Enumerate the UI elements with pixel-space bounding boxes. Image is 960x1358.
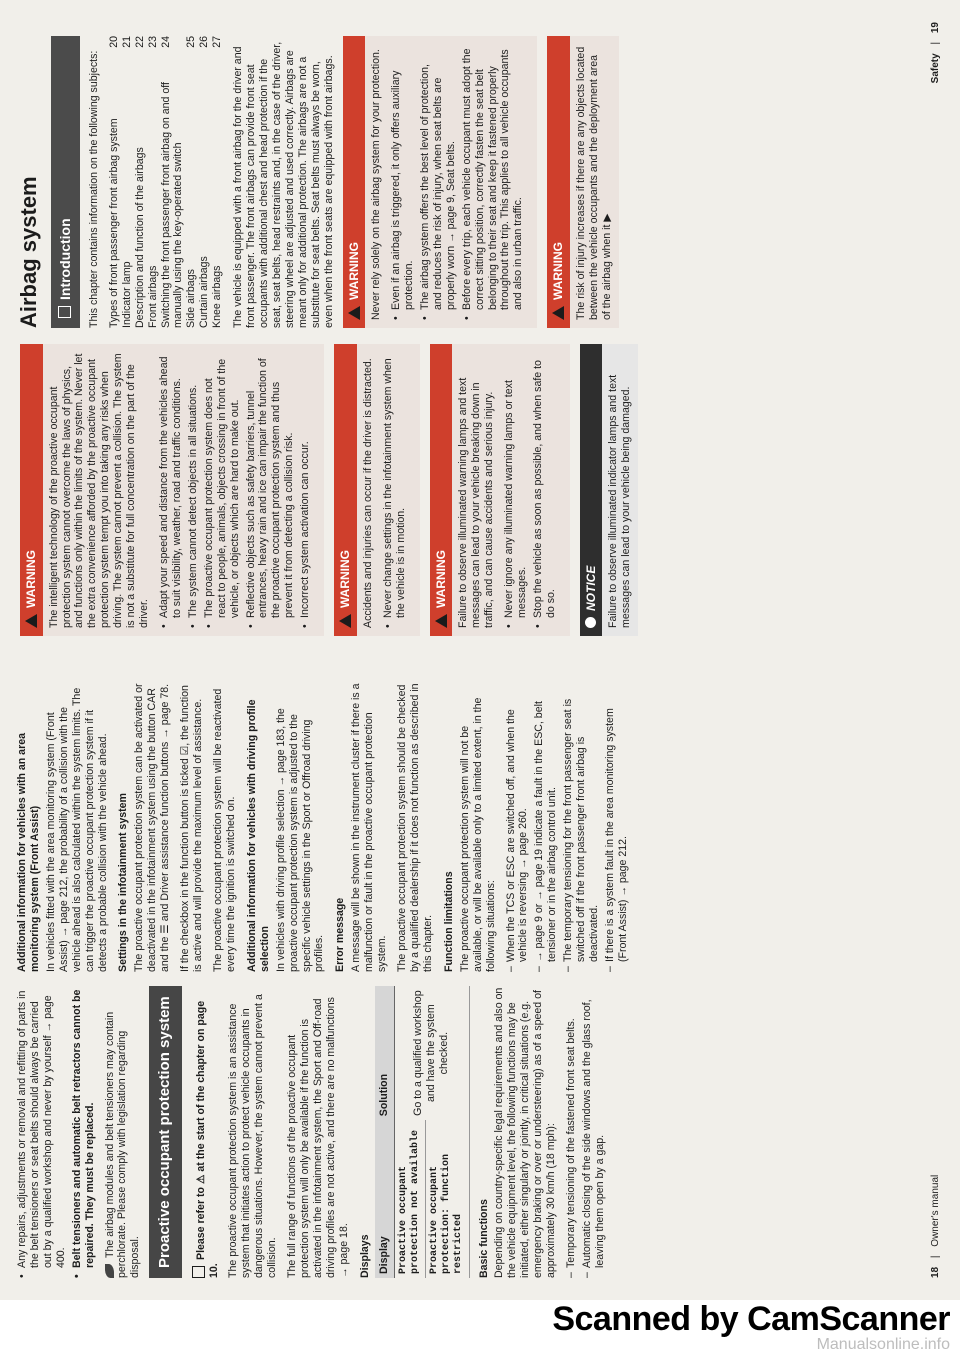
column-4 [16, 36, 629, 328]
body-paragraph: The proactive occupant protection system should be checked by a qualified dealership if it does not function as described in this chapter. [396, 683, 434, 972]
body-paragraph: Depending on country-specific legal requirements and also on the vehicle equipment level, the following functions may be initiated, either singularly or jointly, in critical situations (e.g. emergency braking or over or understeering) as of a speed of approximately 30 km/h (18 mph): [493, 987, 558, 1278]
toc-item[interactable] [211, 36, 224, 328]
warning-header [343, 36, 366, 328]
list-item: • Even if an airbag is triggered, it only offers auxiliary protection. [390, 44, 416, 320]
warning-text: The intelligent technology of the proactive occupant protection system cannot overcome the laws of physics, and functions only within the limits of the system. Never let the extra convenience afforded by the proactive occupant protection system tempt you into taking any risks when driving. The system cannot prevent a collision. The system is not a substitute for full concentration on the part of the driver. [47, 353, 151, 628]
body-paragraph: The proactive occupant protection system can be activated or deactivated in the infotainment system using the button CAR and the ☰ and Driver assistance function buttons → page 78. [133, 683, 172, 972]
body-paragraph: The proactive occupant protection system will not be available, or will be available only to a limited extent, in the following situations: [458, 697, 497, 972]
toc-item[interactable] [198, 36, 211, 328]
notice-body [602, 344, 638, 636]
list-item: – When the TCS or ESC are switched off, and when the vehicle is reversing → page 260. [505, 680, 531, 972]
toc-label: Front airbags [146, 265, 159, 328]
book-icon [192, 1266, 205, 1278]
toc-label: Switching the front passenger front airbag on and off manually using the key-operated switch [159, 82, 185, 328]
warning-bullet-list [503, 352, 558, 628]
toc-page: 27 [211, 36, 224, 48]
warning-header [547, 36, 570, 328]
page-number: 18 [930, 1266, 941, 1278]
body-paragraph: The vehicle is equipped with a front airbag for the driver and front passenger. The front airbags can provide front seat occupants with additional chest and head protection if the seat, seat belts, head restraints and, in the case of the driver, steering wheel are adjusted and used correctly. Airbags are meant only for additional protection. The airbags are not a substitute for seat belts. Seat belts must always be worn, even when the front seats are equipped with front airbags. [232, 41, 335, 328]
page-18 [0, 650, 960, 1300]
warning-label: WARNING [433, 550, 448, 608]
list-item: • The airbag system offers the best level of protection, and reduces the risk of injury, when seat belts are properly worn → page 9, Seat belts. [419, 44, 458, 320]
toc-label: Side airbags [185, 269, 198, 328]
toc-label: Indicator lamp [120, 261, 133, 328]
warning-label: WARNING [338, 550, 353, 608]
warning-box [20, 344, 324, 636]
toc-item[interactable] [185, 36, 198, 328]
list-item: • Belt tensioners and automatic belt retractors cannot be repaired. They must be replaced. [71, 986, 97, 1278]
list-item: • Reflective objects such as safety barriers, tunnel entrances, heavy rain and ice can impair the function of the proactive occupant protection system and thus prevent it from detecting a collision risk. [245, 352, 297, 628]
warning-text: Failure to observe illuminated warning lamps and text messages can lead to your vehicle breaking down in traffic, and can cause accidents and serious injury. [457, 377, 495, 628]
displays-heading: Displays [358, 1234, 371, 1278]
column-1 [16, 986, 614, 1278]
scanned-by-label: Scanned by CamScanner [552, 1300, 950, 1338]
warning-box [343, 36, 538, 328]
body-paragraph: This chapter contains information on the following subjects: [87, 50, 100, 328]
table-row [394, 986, 425, 1278]
warning-header [20, 344, 43, 636]
toc-page: 22 [133, 36, 146, 48]
toc-label: Description and function of the airbags [133, 147, 146, 328]
notice-text: Failure to observe illuminated indicator lamps and text messages can lead to your vehicle being damaged. [607, 374, 633, 628]
table-header-display: Display [375, 1120, 394, 1278]
body-paragraph: The full range of functions of the proactive occupant protection system will only be available if the function is activated in the infotainment system, the Sport and Off-road driving profiles are not active, and there are no malfunctions → page 18. [286, 997, 350, 1278]
warning-triangle-icon [25, 614, 37, 628]
warning-body [452, 344, 569, 636]
book-icon [58, 306, 71, 318]
warning-body [570, 36, 619, 328]
list-item: • Before every trip, each vehicle occupant must adopt the correct sitting position, correctly fasten the seat belt belonging to their seat and keep it fastened properly throughout the trip. This applies to all vehicle occupants and also in urban traffic. [461, 44, 526, 320]
table-cell-display: Proactive occupant protection not available [394, 1120, 425, 1278]
table-header-solution: Solution [375, 986, 394, 1120]
refer-note [192, 986, 221, 1278]
page-19 [0, 0, 960, 650]
page-footer-right: Safety | 19 [930, 22, 941, 84]
toc-page: 23 [146, 36, 159, 48]
environment-leaf-icon [105, 1264, 114, 1278]
warning-triangle-icon [552, 306, 564, 320]
list-item: • Never ignore any illuminated warning lamps or text messages. [503, 352, 529, 628]
warning-body [43, 344, 325, 636]
add-info-heading: Additional information for vehicles with an area monitoring system (Front Assist) [16, 733, 41, 972]
table-cell-solution: Go to a qualified workshop and have the system checked. [394, 986, 469, 1120]
notice-label: NOTICE [583, 565, 598, 611]
body-paragraph: The proactive occupant protection system will be reactivated every time the ignition is switched on. [211, 688, 237, 972]
body-paragraph: In vehicles with driving profile selection → page 183, the proactive occupant protection system is adjusted to the specific vehicle settings in the Sport or Offroad driving profiles. [274, 708, 326, 972]
warning-triangle-icon [339, 614, 351, 628]
error-heading: Error message [334, 897, 347, 972]
profile-heading: Additional information for vehicles with driving profile selection [245, 699, 271, 972]
introduction-label: Introduction [56, 218, 73, 300]
toc-item[interactable] [108, 36, 121, 328]
introduction-header [51, 36, 80, 328]
toc-page: 21 [120, 36, 133, 48]
warning-body [357, 344, 420, 636]
list-item: – The temporary tensioning for the front passenger seat is switched off if the front passenger front airbag is deactivated. [562, 680, 601, 972]
displays-table [375, 986, 470, 1278]
toc-item[interactable] [121, 36, 134, 328]
list-item: • Incorrect system activation can occur. [299, 352, 312, 628]
settings-heading: Settings in the infotainment system [117, 793, 130, 972]
warning-label: WARNING [551, 242, 566, 300]
list-item: • Never change settings in the infotainment system when the vehicle is in motion. [382, 352, 408, 628]
warning-bullet-list [382, 352, 408, 628]
toc-page: 26 [198, 36, 211, 48]
list-item: • The proactive occupant protection system does not react to people, animals, objects crossing in front of the vehicle, or objects which are hard to make out. [203, 352, 242, 628]
warning-text: Accidents and injuries can occur if the driver is distracted. [361, 358, 374, 628]
warning-label: WARNING [346, 242, 361, 300]
warning-label: WARNING [24, 550, 38, 608]
toc-item[interactable] [147, 36, 160, 328]
body-paragraph: If the checkbox in the function button is ticked ☑, the function is active and will provide the maximum level of assistance. [179, 685, 205, 972]
list-item: – If there is a system fault in the area monitoring system (Front Assist) → page 212. [604, 680, 630, 972]
toc-label: Types of front passenger front airbag system [107, 118, 120, 328]
warning-box [430, 344, 570, 636]
site-label: Manualsonline.info [816, 1336, 950, 1353]
notice-header [580, 344, 603, 636]
warning-bullet-list [390, 44, 525, 320]
basic-functions-heading: Basic functions [477, 1199, 490, 1278]
toc-label: Curtain airbags [198, 256, 211, 328]
warning-text: Never rely solely on the airbag system for your protection. [370, 49, 383, 320]
body-paragraph: The proactive occupant protection system is an assistance system that initiates action to protect vehicle occupants in dangerous situations. However, the system cannot prevent a collision. [227, 994, 279, 1278]
list-item: • Adapt your speed and distance from the vehicles ahead to suit visibility, weather, road and traffic conditions. [158, 352, 184, 628]
toc-label: Knee airbags [211, 265, 224, 328]
warning-box [334, 344, 419, 636]
refer-note-text: Please refer to ⚠ at the start of the chapter on page 10. [194, 1000, 220, 1278]
footer-label: Safety [930, 53, 941, 84]
body-paragraph: A message will be shown in the instrument cluster if there is a malfunction or fault in the proactive occupant protection system. [350, 683, 389, 972]
list-item: – → page 9 or → page 19 indicate a fault in the ESC, belt tensioner or in the airbag control unit. [533, 680, 559, 972]
chapter-title: Airbag system [16, 176, 41, 328]
toc-page: 20 [107, 36, 120, 48]
warning-triangle-icon [348, 306, 360, 320]
toc-page: 25 [185, 36, 198, 48]
list-item: • Any repairs, adjustments or removal and refitting of parts in the belt tensioners or seat belts should always be carried out by a qualified workshop and never by yourself → page 400. [16, 986, 68, 1278]
limits-dash-list [505, 680, 630, 972]
toc-list [108, 36, 224, 328]
body-paragraph: In vehicles fitted with the area monitoring system (Front Assist) → page 212, the probability of a collision with the vehicle ahead is also calculated within the system limits. The can trigger the proactive occupant protection system if it detects a probable collision with the vehicle ahead. [44, 687, 109, 972]
environment-note-text: The airbag modules and belt tensioners may contain perchlorate. Please comply with legislation regarding disposal. [103, 1011, 142, 1278]
list-item: – Automatic closing of the side windows and the glass roof, leaving them open by a gap. [581, 986, 607, 1278]
scanner-watermark [0, 1300, 960, 1358]
table-cell-display: Proactive occupant protection: function restricted [425, 1120, 469, 1278]
warning-text: The risk of injury increases if there are any objects located between the vehicle occupants and the deployment area of the airbag when it ▶ [574, 46, 613, 320]
repair-bullet-list [16, 986, 97, 1278]
environment-note [104, 986, 143, 1278]
page-footer-left: 18 | Owner's manual [930, 1174, 941, 1278]
notice-icon [585, 617, 596, 628]
page-number: 19 [930, 22, 941, 34]
warning-bullet-list [158, 352, 312, 628]
warning-body [365, 36, 537, 328]
column-3 [16, 344, 648, 636]
footer-label: Owner's manual [930, 1174, 941, 1247]
toc-item[interactable] [134, 36, 147, 328]
toc-item[interactable] [160, 36, 186, 328]
notice-box [580, 344, 638, 636]
warning-box [547, 36, 618, 328]
list-item: • Stop the vehicle as soon as possible, and when safe to do so. [532, 352, 558, 628]
list-item: – Temporary tensioning of the fastened front seat belts. [565, 986, 578, 1278]
warning-triangle-icon [435, 614, 447, 628]
section-banner: Proactive occupant protection system [149, 986, 181, 1278]
column-2 [16, 680, 637, 972]
warning-header [430, 344, 453, 636]
list-item: • The system cannot detect objects in all situations. [187, 352, 200, 628]
basic-dash-list [565, 986, 607, 1278]
warning-header [334, 344, 357, 636]
toc-page: 24 [159, 36, 172, 48]
limits-heading: Function limitations [442, 871, 455, 972]
